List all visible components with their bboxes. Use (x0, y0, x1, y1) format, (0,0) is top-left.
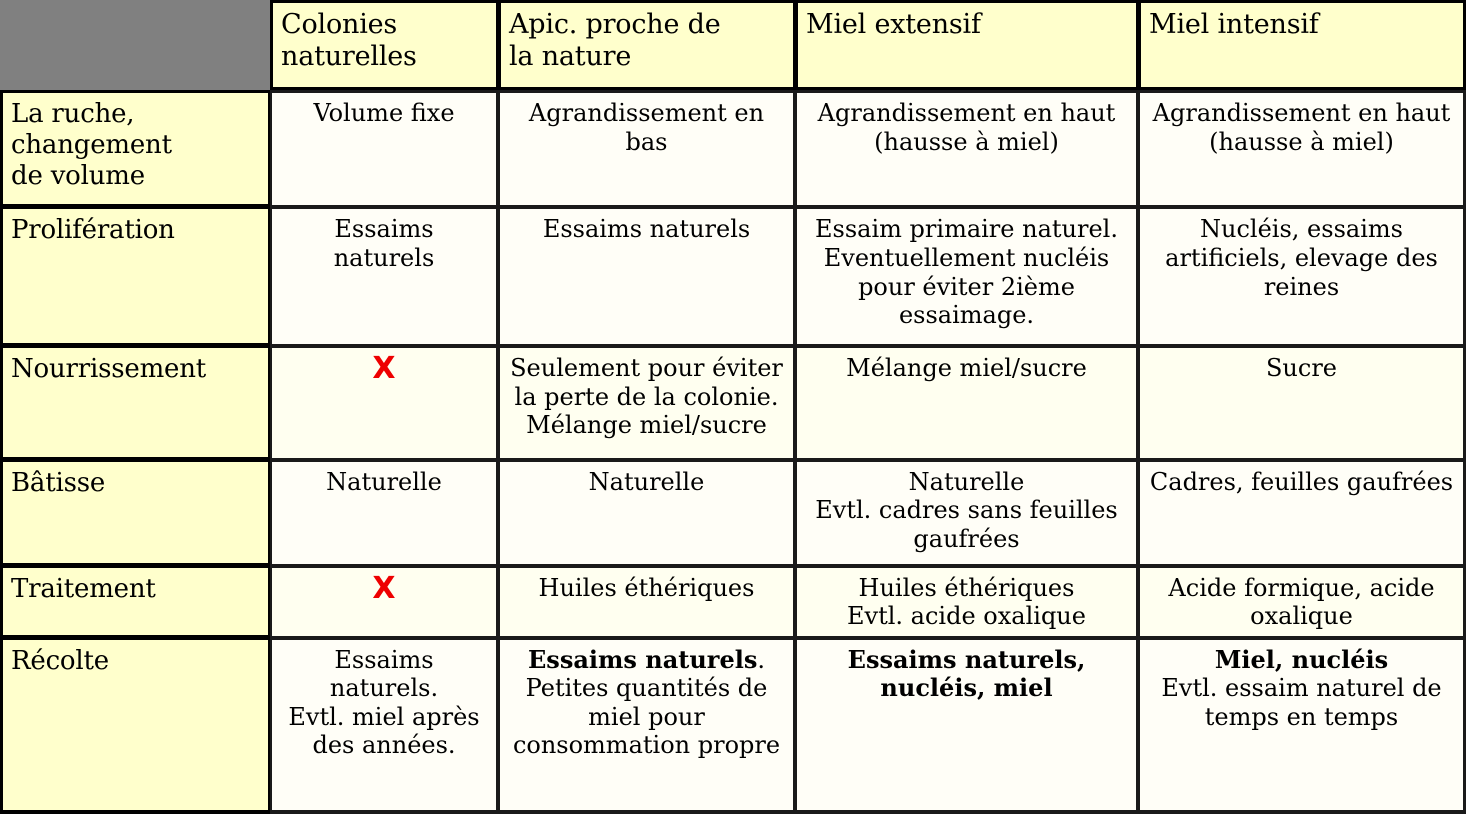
cell-text-line-1: Naturelle (326, 467, 442, 496)
table-header-row (0, 0, 1466, 90)
cell-r1-miel-intensif (1138, 90, 1466, 207)
cell-text-line-2: Eventuellement nucléis (823, 243, 1110, 272)
cell-r4-colonies-naturelles (270, 460, 498, 566)
cell-text-line-1: Acide formique, acide (1168, 573, 1435, 602)
cell-text-line-2: bas (625, 127, 668, 156)
column-header-colonies-naturelles (270, 0, 498, 90)
cell-text-line-1: Essaims (334, 645, 434, 674)
row-header-proliferation: Prolifération (0, 207, 270, 346)
table-row (0, 460, 1466, 566)
column-header-miel-intensif (1138, 0, 1466, 90)
table-row (0, 90, 1466, 207)
cell-text-line-1: Huiles éthériques (858, 573, 1075, 602)
row-header-nourrissement: Nourrissement (0, 346, 270, 459)
column-header-apic-proche-de-la-nature (498, 0, 795, 90)
row-header-line-3: de volume (11, 160, 145, 191)
row-header-batisse: Bâtisse (0, 460, 270, 566)
cell-text-line-4: consommation propre (512, 731, 781, 760)
cell-text-line-1: Huiles éthériques (538, 573, 755, 602)
cell-text-line-1: Essaims naturels (542, 215, 751, 244)
not-applicable-x-icon: X (372, 351, 396, 387)
cell-text-line-3: pour éviter 2ième (858, 272, 1075, 301)
cell-text-line-2: (hausse à miel) (1209, 127, 1394, 156)
cell-text-line-1: Nucléis, essaims (1200, 215, 1403, 244)
cell-text-line-4: essaimage. (898, 301, 1035, 330)
cell-text-line-2: naturels. (329, 674, 439, 703)
cell-r6-miel-intensif (1138, 638, 1466, 814)
cell-r5-colonies-naturelles (270, 566, 498, 638)
column-header-line-2: la nature (509, 41, 632, 73)
row-header-recolte: Récolte (0, 638, 270, 814)
cell-text-emphasis-line-2: nucléis, miel (880, 673, 1053, 703)
table-row (0, 346, 1466, 459)
cell-text-line-2: Petites quantités de (525, 674, 768, 703)
column-header-line-1: Apic. proche de (509, 9, 721, 40)
cell-text-line-3: gaufrées (913, 524, 1020, 553)
cell-text-line-2: naturels (333, 243, 435, 272)
cell-text-line-2: Evtl. cadres sans feuilles (815, 496, 1118, 525)
cell-r4-miel-extensif (795, 460, 1138, 566)
cell-text-punctuation: . (757, 645, 765, 674)
cell-r6-colonies-naturelles (270, 638, 498, 814)
cell-text-emphasis-line-1: Miel, nucléis (1214, 644, 1389, 674)
cell-text-line-3: Evtl. miel après (288, 702, 480, 731)
cell-r2-colonies-naturelles (270, 207, 498, 346)
cell-r3-miel-extensif (795, 346, 1138, 459)
cell-text-line-1: Seulement pour éviter (510, 354, 783, 383)
cell-text-line-1: Agrandissement en haut (817, 99, 1116, 127)
cell-text-line-1: Sucre (1265, 354, 1337, 383)
cell-text-line-1: Naturelle (908, 467, 1025, 496)
cell-text-line-3: temps en temps (1204, 702, 1399, 731)
column-header-line-1: Colonies (281, 9, 398, 40)
cell-r3-colonies-naturelles (270, 346, 498, 459)
cell-text-line-1: Essaim primaire naturel. (815, 215, 1118, 244)
cell-text-line-3: Mélange miel/sucre (526, 411, 767, 440)
not-applicable-x-icon: X (372, 570, 396, 606)
row-header-line-2: changement (11, 129, 172, 160)
cell-text-line-2: (hausse à miel) (874, 127, 1059, 156)
row-header-line-1: La ruche, (11, 99, 135, 129)
table-row (0, 566, 1466, 638)
corner-cell (0, 0, 270, 90)
cell-text-line-2: Evtl. essaim naturel de (1161, 674, 1442, 703)
cell-text-line-1: Essaims (334, 215, 434, 244)
cell-text-line-2: la perte de la colonie. (514, 382, 779, 411)
column-header-line-1: Miel intensif (1149, 9, 1319, 40)
cell-r5-miel-extensif (795, 566, 1138, 638)
column-header-miel-extensif (795, 0, 1138, 90)
cell-text-line-1: Cadres, feuilles gaufrées (1149, 467, 1454, 496)
cell-text-line-1: Mélange miel/sucre (846, 354, 1087, 383)
cell-r5-miel-intensif (1138, 566, 1466, 638)
cell-text-line-4: des années. (312, 731, 456, 760)
cell-r6-miel-extensif (795, 638, 1138, 814)
cell-text-line-3: reines (1263, 272, 1340, 301)
row-header-la-ruche-changement-de-volume (0, 90, 270, 207)
cell-r2-miel-intensif (1138, 207, 1466, 346)
cell-r4-miel-intensif (1138, 460, 1466, 566)
cell-text-line-1: Agrandissement en (528, 99, 765, 127)
cell-r5-apic-proche-de-la-nature (498, 566, 795, 638)
table-row (0, 638, 1466, 814)
cell-r3-miel-intensif (1138, 346, 1466, 459)
cell-r1-apic-proche-de-la-nature (498, 90, 795, 207)
table-row (0, 207, 1466, 346)
cell-text-emphasis: Essaims naturels (528, 644, 758, 674)
column-header-line-1: Miel extensif (806, 9, 981, 40)
cell-text-line-2: oxalique (1250, 602, 1353, 631)
cell-text-line-2: artificiels, elevage des (1165, 243, 1438, 272)
cell-r6-apic-proche-de-la-nature (498, 638, 795, 814)
cell-text-emphasis-line-1: Essaims naturels, (847, 644, 1086, 674)
cell-r2-apic-proche-de-la-nature (498, 207, 795, 346)
column-header-line-2: naturelles (281, 41, 417, 73)
cell-text-line-1: Naturelle (588, 467, 705, 496)
cell-text-line-3: miel pour (588, 702, 705, 731)
cell-r3-apic-proche-de-la-nature (498, 346, 795, 459)
cell-text-line-1: Agrandissement en haut (1152, 99, 1451, 127)
cell-text-line-1: Volume fixe (313, 99, 455, 127)
cell-r1-colonies-naturelles (270, 90, 498, 207)
cell-r4-apic-proche-de-la-nature (498, 460, 795, 566)
cell-r2-miel-extensif (795, 207, 1138, 346)
cell-r1-miel-extensif (795, 90, 1138, 207)
cell-text-line-2: Evtl. acide oxalique (847, 602, 1086, 631)
row-header-traitement: Traitement (0, 566, 270, 638)
